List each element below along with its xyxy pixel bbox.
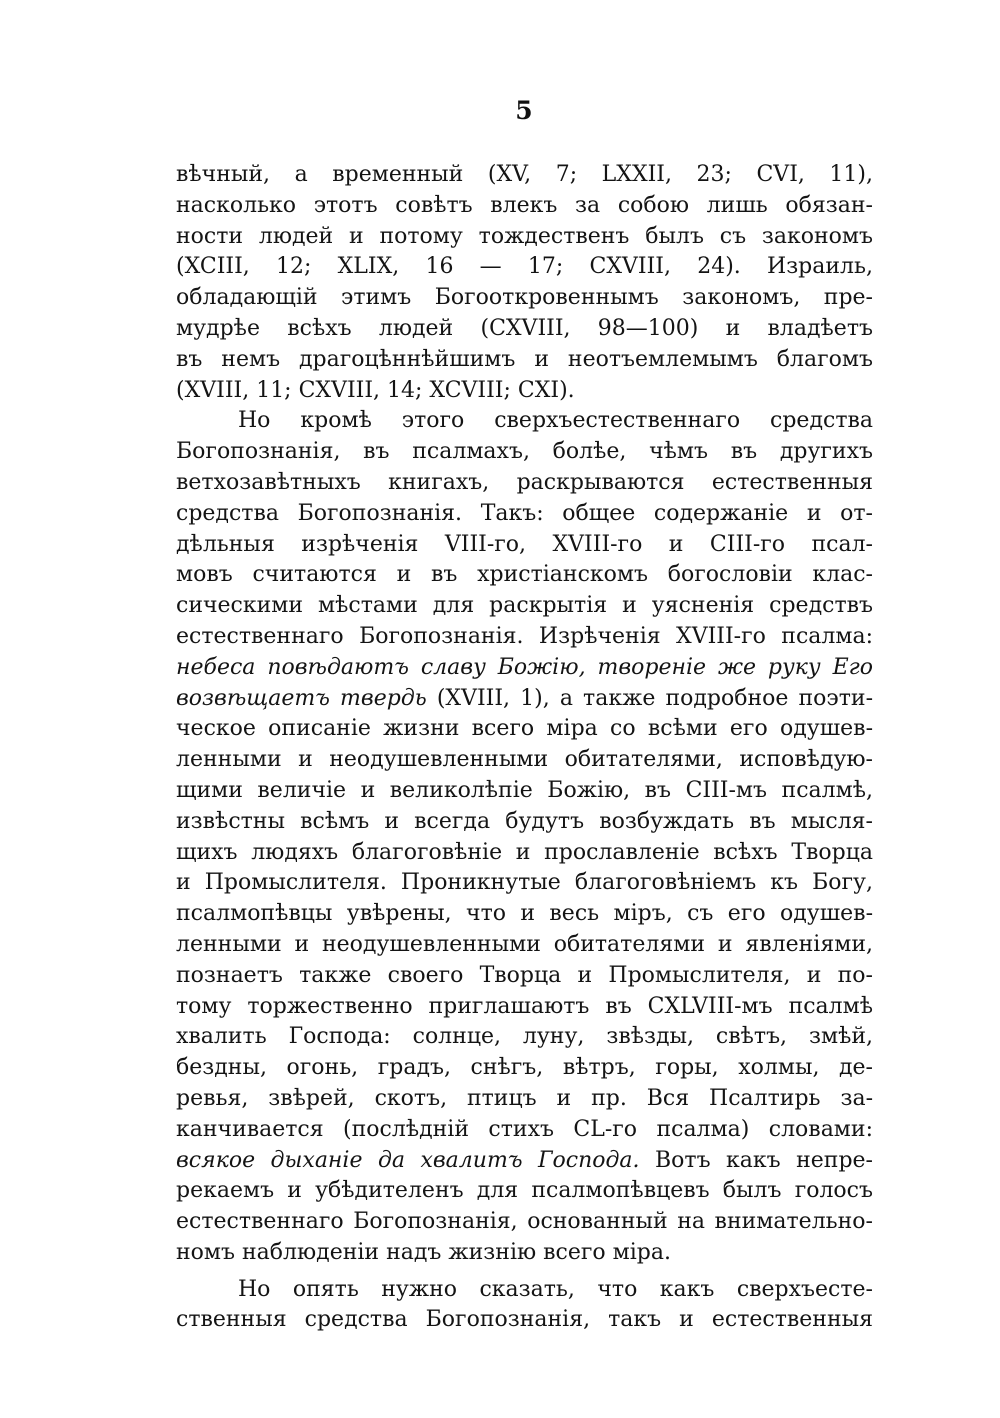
text-line: канчивается (послѣдній стихъ CL-го псалма) словами: <box>176 1116 873 1142</box>
body-text <box>176 160 873 1336</box>
italic-quote: всякое дыханіе да хвалитъ Господа. <box>176 1147 640 1173</box>
text-line: ленными и неодушевленными обитателями и явленіями, <box>176 931 873 957</box>
text-line: Но опять нужно сказать, что какъ сверхъесте- <box>238 1276 873 1302</box>
text-line: познаетъ также своего Творца и Промыслителя, и по- <box>176 962 873 988</box>
text-line: ности людей и потому тождественъ былъ съ закономъ <box>176 223 873 249</box>
text-line: хвалить Господа: солнце, луну, звѣзды, свѣтъ, змѣй, <box>176 1024 873 1050</box>
text-line: естественнаго Богопознанія, основанный на внимательно- <box>176 1209 873 1235</box>
text-line: ревья, звѣрей, скотъ, птицъ и пр. Вся Псалтирь за- <box>176 1085 873 1111</box>
text-line: щими величіе и великолѣпіе Божію, въ CIII-мъ псалмѣ, <box>176 777 873 803</box>
text-line: ственныя средства Богопознанія, такъ и естественныя <box>176 1307 873 1333</box>
text-line: (XVIII, 11; CXVIII, 14; XCVIII; CXI). <box>176 377 575 403</box>
text-line: дѣльныя изрѣченія VIII-го, XVIII-го и CIII-го псал- <box>176 531 873 557</box>
text-line: ленными и неодушевленными обитателями, исповѣдую- <box>176 747 873 773</box>
page-number: 5 <box>515 96 533 125</box>
text-line: (XCIII, 12; XLIX, 16 — 17; CXVIII, 24). Израиль, <box>176 254 873 280</box>
text-line: сическими мѣстами для раскрытія и уясненія средствъ <box>176 593 873 619</box>
text-line: средства Богопознанія. Такъ: общее содержаніе и от- <box>176 500 873 526</box>
text-line: бездны, огонь, градъ, снѣгъ, вѣтръ, горы, холмы, де- <box>176 1055 873 1081</box>
text-line: тому торжественно приглашаютъ въ CXLVIII-мъ псалмѣ <box>176 993 873 1019</box>
text-line: и Промыслителя. Проникнутые благоговѣніемъ къ Богу, <box>176 870 873 896</box>
text-line: обладающій этимъ Богооткровеннымъ закономъ, пре- <box>176 285 873 311</box>
text-line: извѣстны всѣмъ и всегда будутъ возбуждать въ мысля- <box>176 808 873 834</box>
plain-text: Вотъ какъ непре- <box>639 1147 873 1173</box>
text-line: Богопознанія, въ псалмахъ, болѣе, чѣмъ въ другихъ <box>176 439 873 465</box>
text-line: вѣчный, а временный (XV, 7; LXXII, 23; CVI, 11), <box>176 162 873 187</box>
text-line <box>176 1146 873 1177</box>
text-line: ветхозавѣтныхъ книгахъ, раскрываются естественныя <box>176 469 873 495</box>
text-line: номъ наблюденіи надъ жизнію всего міра. <box>176 1239 671 1265</box>
text-line: естественнаго Богопознанія. Изрѣченія XVIII-го псалма: <box>176 623 873 649</box>
text-line: мудрѣе всѣхъ людей (CXVIII, 98—100) и владѣетъ <box>176 315 873 341</box>
text-line: рекаемъ и убѣдителенъ для псалмопѣвцевъ былъ голосъ <box>176 1178 873 1204</box>
plain-text: (XVIII, 1), а также подробное поэти- <box>426 685 873 711</box>
text-line: небеса повѣдаютъ славу Божію, твореніе же руку Его <box>176 654 873 680</box>
text-line: щихъ людяхъ благоговѣніе и прославленіе всѣхъ Творца <box>176 839 873 865</box>
text-line: насколько этотъ совѣтъ влекъ за собою лишь обязан- <box>176 192 873 218</box>
text-line: Но кромѣ этого сверхъестественнаго средства <box>238 408 873 434</box>
text-line: псалмопѣвцы увѣрены, что и весь міръ, съ его одушев- <box>176 901 873 927</box>
italic-quote: возвѣщаетъ твердь <box>176 685 427 711</box>
text-line: мовъ считаются и въ христіанскомъ богословіи клас- <box>176 562 873 588</box>
text-line: въ немъ драгоцѣннѣйшимъ и неотъемлемымъ благомъ <box>176 346 873 372</box>
text-line: ческое описаніе жизни всего міра со всѣми его одушев- <box>176 716 873 742</box>
text-line <box>176 684 873 715</box>
